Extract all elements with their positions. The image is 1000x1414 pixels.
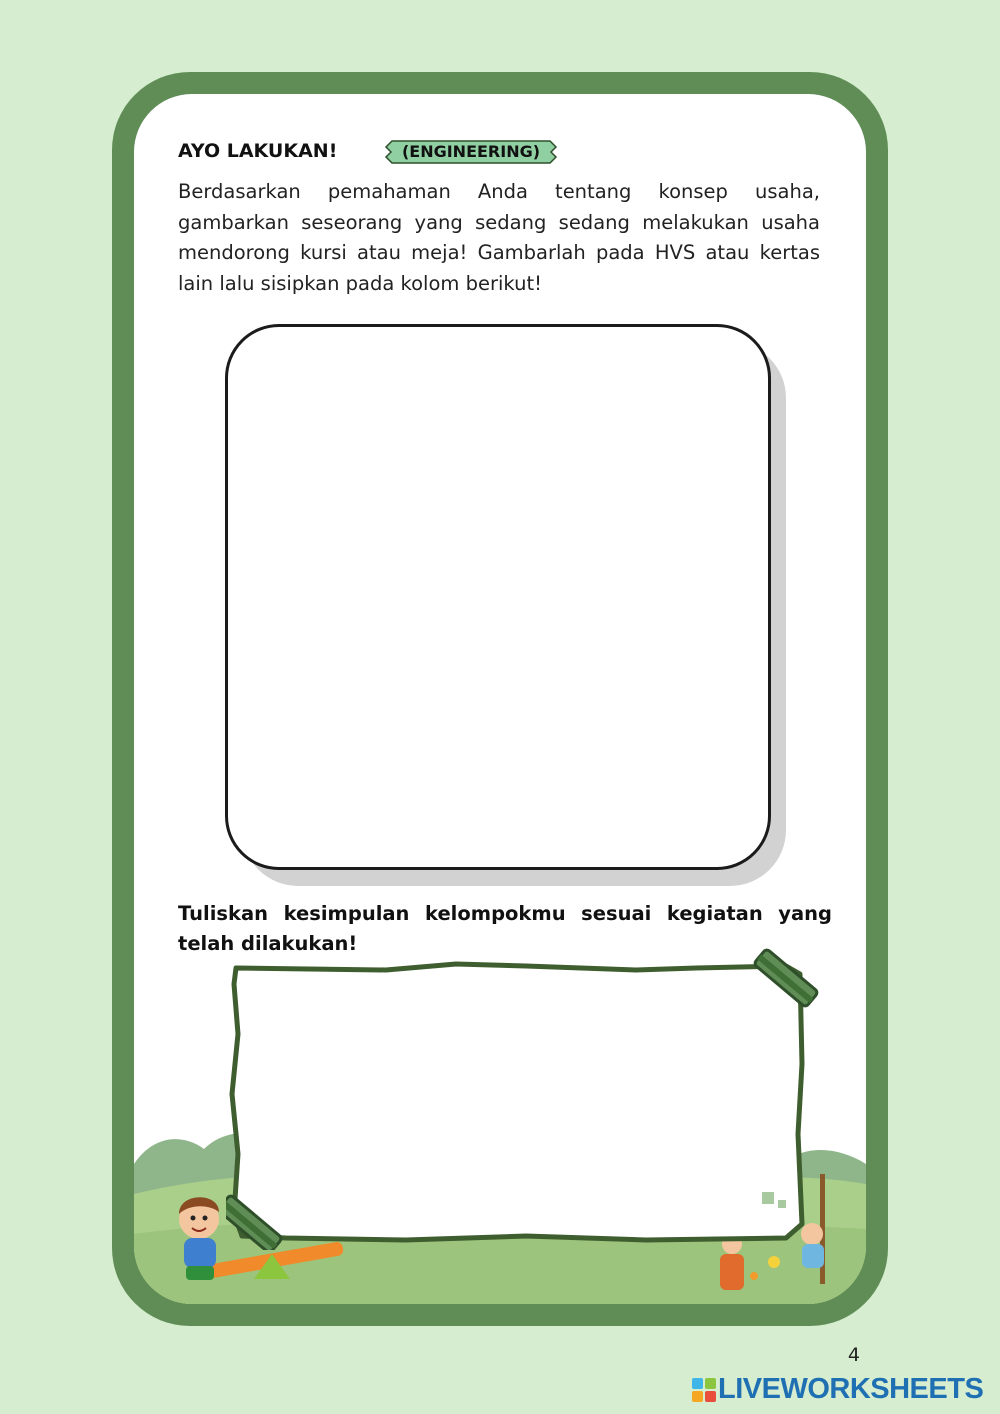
page-number: 4 bbox=[847, 1344, 860, 1366]
conclusion-prompt: Tuliskan kesimpulan kelompokmu sesuai kegiatan yang telah dilakukan! bbox=[178, 902, 832, 955]
engineering-tag bbox=[384, 138, 558, 166]
liveworksheets-logo-icon bbox=[692, 1378, 716, 1402]
tag-label: (ENGINEERING) bbox=[401, 142, 541, 161]
conclusion-answer-box[interactable] bbox=[226, 944, 836, 1250]
drawing-upload-box[interactable] bbox=[225, 324, 771, 870]
activity-instruction: Berdasarkan pemahaman Anda tentang konsep usaha, gambarkan seseorang yang sedang sedang melakukan usaha mendorong kursi atau meja! Gambarlah pada HVS atau kertas lain lalu sisipkan pada kolom berikut! bbox=[178, 180, 820, 295]
activity-heading: AYO LAKUKAN! bbox=[178, 140, 338, 162]
brand-name: LIVEWORKSHEETS bbox=[718, 1373, 984, 1405]
